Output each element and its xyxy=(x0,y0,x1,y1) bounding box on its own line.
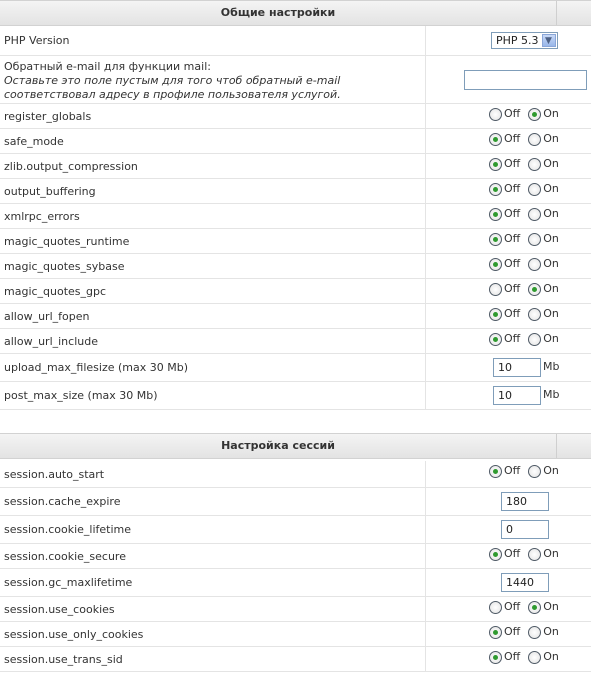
setting-label: post_max_size (max 30 Mb) xyxy=(4,389,158,402)
radio-label: Off xyxy=(504,107,521,120)
column-divider xyxy=(425,354,426,381)
radio-label: On xyxy=(543,307,559,320)
radio-button[interactable] xyxy=(489,108,502,121)
radio-button[interactable] xyxy=(489,283,502,296)
column-divider xyxy=(425,461,426,487)
radio-button[interactable] xyxy=(489,233,502,246)
column-divider xyxy=(425,26,426,55)
setting-label: PHP Version xyxy=(4,34,70,47)
radio-button[interactable] xyxy=(489,183,502,196)
radio-label: Off xyxy=(504,625,521,638)
column-divider xyxy=(425,254,426,278)
radio-button[interactable] xyxy=(528,548,541,561)
safe-mode-row xyxy=(0,129,591,154)
upload-max-filesize-input[interactable]: 10 xyxy=(493,358,541,377)
column-divider xyxy=(425,622,426,646)
header-divider xyxy=(556,1,557,25)
setting-label: session.gc_maxlifetime xyxy=(4,576,133,589)
radio-label: Off xyxy=(504,332,521,345)
magic-quotes-runtime-on-option[interactable] xyxy=(528,229,559,249)
radio-label: Off xyxy=(504,547,521,560)
session-cache-expire-input[interactable]: 180 xyxy=(501,492,549,511)
allow-url-include-row xyxy=(0,329,591,354)
header-divider xyxy=(556,434,557,458)
session-use-only-cookies-off-option[interactable] xyxy=(489,622,520,642)
column-divider xyxy=(425,304,426,328)
session-cookie-secure-row xyxy=(0,544,591,569)
column-divider xyxy=(425,516,426,543)
magic-quotes-gpc-on-option[interactable] xyxy=(528,279,559,299)
setting-label: xmlrpc_errors xyxy=(4,210,80,223)
session-use-only-cookies-on-option[interactable] xyxy=(528,622,559,642)
radio-button[interactable] xyxy=(528,233,541,246)
post-max-size-row xyxy=(0,382,591,410)
session-cookie-secure-off-option[interactable] xyxy=(489,544,520,564)
radio-label: On xyxy=(543,464,559,477)
magic-quotes-gpc-options xyxy=(489,279,567,304)
radio-label: Off xyxy=(504,282,521,295)
magic-quotes-gpc-row xyxy=(0,279,591,304)
setting-label: session.use_cookies xyxy=(4,603,115,616)
radio-button[interactable] xyxy=(489,333,502,346)
setting-label xyxy=(4,60,419,102)
output-buffering-options xyxy=(489,179,567,204)
general-settings-header xyxy=(0,0,591,26)
chevron-down-icon[interactable]: ▼ xyxy=(542,34,556,47)
xmlrpc-errors-off-option[interactable] xyxy=(489,204,520,224)
magic-quotes-runtime-options xyxy=(489,229,567,254)
session-settings-header xyxy=(0,433,591,459)
column-divider xyxy=(425,569,426,596)
radio-label: On xyxy=(543,547,559,560)
column-divider xyxy=(425,229,426,253)
allow-url-fopen-options xyxy=(489,304,567,329)
radio-button[interactable] xyxy=(528,308,541,321)
session-auto-start-off-option[interactable] xyxy=(489,461,520,481)
radio-button[interactable] xyxy=(528,651,541,664)
radio-button[interactable] xyxy=(528,626,541,639)
radio-button[interactable] xyxy=(528,208,541,221)
column-divider xyxy=(425,204,426,228)
radio-label: On xyxy=(543,600,559,613)
radio-label: Off xyxy=(504,307,521,320)
radio-label: On xyxy=(543,332,559,345)
session-cookie-secure-options xyxy=(489,544,567,569)
radio-label: Off xyxy=(504,132,521,145)
setting-label: magic_quotes_sybase xyxy=(4,260,125,273)
register-globals-options xyxy=(489,104,567,129)
column-divider xyxy=(425,279,426,303)
radio-button[interactable] xyxy=(489,208,502,221)
radio-button[interactable] xyxy=(528,601,541,614)
session-cookie-lifetime-row xyxy=(0,516,591,544)
radio-label: On xyxy=(543,107,559,120)
safe-mode-options xyxy=(489,129,567,154)
session-use-trans-sid-options xyxy=(489,647,567,672)
magic-quotes-sybase-off-option[interactable] xyxy=(489,254,520,274)
radio-settings-list xyxy=(0,104,591,354)
setting-label: magic_quotes_gpc xyxy=(4,285,107,298)
radio-button[interactable] xyxy=(489,601,502,614)
radio-label: On xyxy=(543,282,559,295)
radio-label: On xyxy=(543,207,559,220)
unit-label: Mb xyxy=(543,388,560,401)
zlib-output-compression-row xyxy=(0,154,591,179)
radio-label: Off xyxy=(504,207,521,220)
column-divider xyxy=(425,488,426,515)
radio-label: On xyxy=(543,232,559,245)
register-globals-row xyxy=(0,104,591,129)
email-label: Обратный e-mail для функции mail: xyxy=(4,60,211,73)
column-divider xyxy=(425,56,426,103)
allow-url-include-options xyxy=(489,329,567,354)
magic-quotes-sybase-options xyxy=(489,254,567,279)
column-divider xyxy=(425,597,426,621)
email-row xyxy=(0,56,591,104)
setting-label: allow_url_fopen xyxy=(4,310,90,323)
magic-quotes-runtime-off-option[interactable] xyxy=(489,229,520,249)
radio-label: On xyxy=(543,157,559,170)
radio-button[interactable] xyxy=(489,133,502,146)
upload-max-filesize-row xyxy=(0,354,591,382)
select-value: PHP 5.3 xyxy=(496,34,539,47)
session-gc-maxlifetime-input[interactable]: 1440 xyxy=(501,573,549,592)
radio-button[interactable] xyxy=(489,548,502,561)
column-divider xyxy=(425,104,426,128)
xmlrpc-errors-options xyxy=(489,204,567,229)
column-divider xyxy=(425,129,426,153)
allow-url-include-off-option[interactable] xyxy=(489,329,520,349)
session-use-trans-sid-off-option[interactable] xyxy=(489,647,520,667)
radio-label: Off xyxy=(504,257,521,270)
session-use-only-cookies-row xyxy=(0,622,591,647)
session-auto-start-options xyxy=(489,461,567,486)
radio-label: Off xyxy=(504,157,521,170)
radio-label: On xyxy=(543,625,559,638)
session-gc-maxlifetime-row xyxy=(0,569,591,597)
radio-label: Off xyxy=(504,650,521,663)
column-divider xyxy=(425,329,426,353)
setting-label: allow_url_include xyxy=(4,335,98,348)
magic-quotes-runtime-row xyxy=(0,229,591,254)
output-buffering-off-option[interactable] xyxy=(489,179,520,199)
setting-label: session.cache_expire xyxy=(4,495,121,508)
xmlrpc-errors-row xyxy=(0,204,591,229)
allow-url-include-on-option[interactable] xyxy=(528,329,559,349)
php-version-select[interactable] xyxy=(491,32,558,49)
column-divider xyxy=(425,179,426,203)
radio-label: Off xyxy=(504,232,521,245)
safe-mode-on-option[interactable] xyxy=(528,129,559,149)
radio-button[interactable] xyxy=(528,183,541,196)
session-use-trans-sid-row xyxy=(0,647,591,672)
zlib-output-compression-off-option[interactable] xyxy=(489,154,520,174)
section-title: Общие настройки xyxy=(220,6,336,19)
radio-button[interactable] xyxy=(528,258,541,271)
setting-label: magic_quotes_runtime xyxy=(4,235,130,248)
session-use-cookies-options xyxy=(489,597,567,622)
allow-url-fopen-on-option[interactable] xyxy=(528,304,559,324)
radio-button[interactable] xyxy=(489,626,502,639)
column-divider xyxy=(425,382,426,409)
radio-label: On xyxy=(543,182,559,195)
magic-quotes-sybase-on-option[interactable] xyxy=(528,254,559,274)
post-max-size-input[interactable]: 10 xyxy=(493,386,541,405)
column-divider xyxy=(425,154,426,178)
radio-label: Off xyxy=(504,600,521,613)
setting-label: session.cookie_secure xyxy=(4,550,126,563)
radio-button[interactable] xyxy=(489,465,502,478)
session-cache-expire-row xyxy=(0,488,591,516)
radio-button[interactable] xyxy=(528,158,541,171)
radio-button[interactable] xyxy=(528,133,541,146)
return-email-input[interactable] xyxy=(464,70,587,90)
session-use-only-cookies-options xyxy=(489,622,567,647)
php-version-row xyxy=(0,26,591,56)
allow-url-fopen-off-option[interactable] xyxy=(489,304,520,324)
setting-label: session.use_trans_sid xyxy=(4,653,123,666)
session-auto-start-on-option[interactable] xyxy=(528,461,559,481)
setting-label: upload_max_filesize (max 30 Mb) xyxy=(4,361,189,374)
section-title: Настройка сессий xyxy=(221,439,335,452)
setting-label: register_globals xyxy=(4,110,92,123)
session-use-cookies-row xyxy=(0,597,591,622)
radio-button[interactable] xyxy=(489,258,502,271)
session-cookie-secure-on-option[interactable] xyxy=(528,544,559,564)
output-buffering-row xyxy=(0,179,591,204)
radio-label: On xyxy=(543,650,559,663)
radio-button[interactable] xyxy=(489,158,502,171)
xmlrpc-errors-on-option[interactable] xyxy=(528,204,559,224)
magic-quotes-sybase-row xyxy=(0,254,591,279)
zlib-output-compression-options xyxy=(489,154,567,179)
column-divider xyxy=(425,647,426,671)
session-cookie-lifetime-input[interactable]: 0 xyxy=(501,520,549,539)
setting-label: safe_mode xyxy=(4,135,64,148)
register-globals-on-option[interactable] xyxy=(528,104,559,124)
setting-label: zlib.output_compression xyxy=(4,160,138,173)
radio-label: On xyxy=(543,257,559,270)
setting-label: output_buffering xyxy=(4,185,96,198)
session-settings-section xyxy=(0,433,591,672)
session-use-cookies-on-option[interactable] xyxy=(528,597,559,617)
setting-label: session.use_only_cookies xyxy=(4,628,144,641)
output-buffering-on-option[interactable] xyxy=(528,179,559,199)
column-divider xyxy=(425,544,426,568)
radio-button[interactable] xyxy=(528,108,541,121)
magic-quotes-gpc-off-option[interactable] xyxy=(489,279,520,299)
safe-mode-off-option[interactable] xyxy=(489,129,520,149)
allow-url-fopen-row xyxy=(0,304,591,329)
session-use-cookies-off-option[interactable] xyxy=(489,597,520,617)
radio-label: Off xyxy=(504,182,521,195)
radio-button[interactable] xyxy=(528,333,541,346)
zlib-output-compression-on-option[interactable] xyxy=(528,154,559,174)
radio-button[interactable] xyxy=(528,283,541,296)
session-use-trans-sid-on-option[interactable] xyxy=(528,647,559,667)
setting-label: session.auto_start xyxy=(4,468,105,481)
email-hint: Оставьте это поле пустым для того чтоб обратный e-mail соответствовал адресу в профиле пользователя услугой. xyxy=(4,74,341,101)
session-auto-start-row xyxy=(0,461,591,488)
radio-button[interactable] xyxy=(489,651,502,664)
unit-label: Mb xyxy=(543,360,560,373)
register-globals-off-option[interactable] xyxy=(489,104,520,124)
setting-label: session.cookie_lifetime xyxy=(4,523,132,536)
radio-label: Off xyxy=(504,464,521,477)
radio-label: On xyxy=(543,132,559,145)
radio-button[interactable] xyxy=(528,465,541,478)
radio-button[interactable] xyxy=(489,308,502,321)
